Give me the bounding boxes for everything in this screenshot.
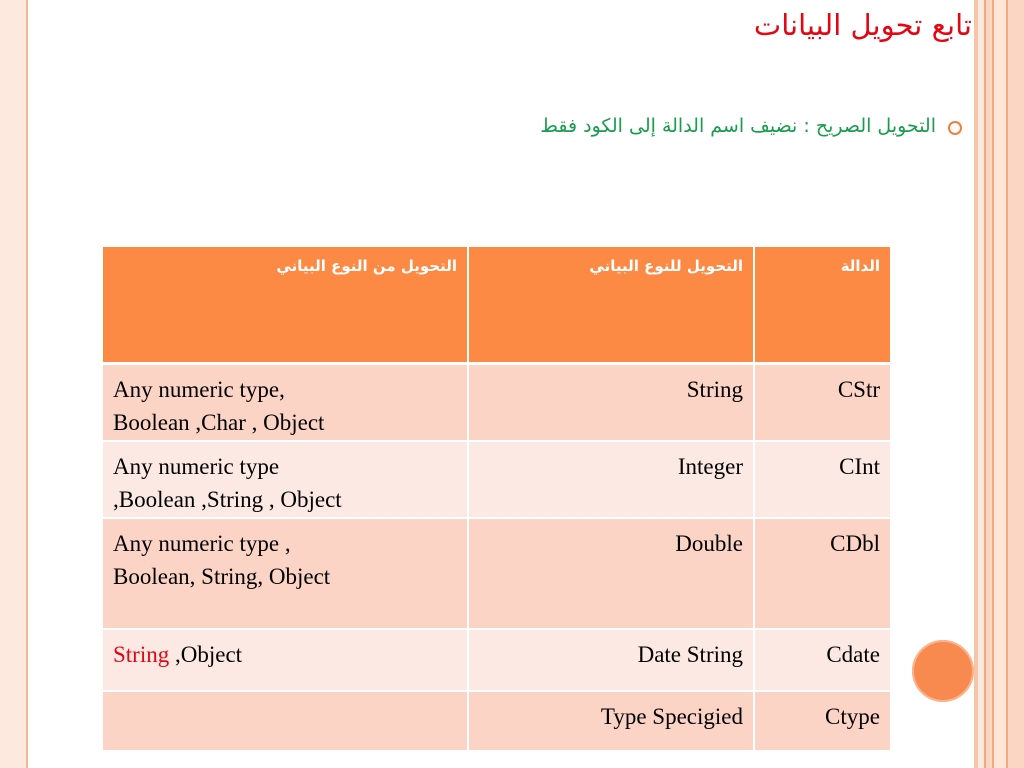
table-row — [102, 691, 891, 751]
bullet-text: التحويل الصريح : نضيف اسم الدالة إلى الكود فقط — [540, 115, 936, 137]
cell-from-type — [102, 441, 468, 518]
cell-function: Ctype — [754, 691, 891, 751]
cell-function: Cdate — [754, 629, 891, 691]
cell-to-type: Double — [468, 518, 754, 629]
table-row — [102, 441, 891, 518]
bullet-circle-icon — [948, 121, 962, 135]
table-row — [102, 518, 891, 629]
bullet-item — [540, 115, 962, 137]
cell-function: CStr — [754, 364, 891, 442]
cell-text: ,Object — [169, 642, 243, 667]
cell-function: CDbl — [754, 518, 891, 629]
decorative-circle — [912, 640, 974, 702]
cell-function: CInt — [754, 441, 891, 518]
table-row — [102, 629, 891, 691]
cell-to-type: Integer — [468, 441, 754, 518]
cell-text-highlight: String — [113, 642, 170, 667]
cell-text: Boolean ,Char , Object — [113, 410, 325, 435]
cell-text: ,Boolean ,String , Object — [113, 487, 342, 512]
cell-to-type: String — [468, 364, 754, 442]
cell-text: Any numeric type , — [113, 531, 291, 556]
header-function: الدالة — [754, 247, 891, 364]
cell-to-type: Date String — [468, 629, 754, 691]
left-border-band — [0, 0, 26, 768]
conversion-table — [101, 247, 892, 752]
cell-text: Any numeric type — [113, 454, 280, 479]
cell-from-type — [102, 629, 468, 691]
cell-from-type — [102, 364, 468, 442]
header-to-type: التحويل للنوع البياني — [468, 247, 754, 364]
header-from-type: التحويل من النوع البياني — [102, 247, 468, 364]
cell-from-type — [102, 518, 468, 629]
cell-to-type: Type Specigied — [468, 691, 754, 751]
left-border-line — [26, 0, 28, 768]
table-row — [102, 364, 891, 442]
table-header-row — [102, 247, 891, 364]
right-stripe — [1008, 0, 1024, 768]
cell-text: Any numeric type, — [113, 377, 285, 402]
cell-from-type — [102, 691, 468, 751]
cell-text: Boolean, String, Object — [113, 564, 331, 589]
right-stripe — [994, 0, 1006, 768]
slide-title: تابع تحويل البيانات — [753, 8, 972, 42]
